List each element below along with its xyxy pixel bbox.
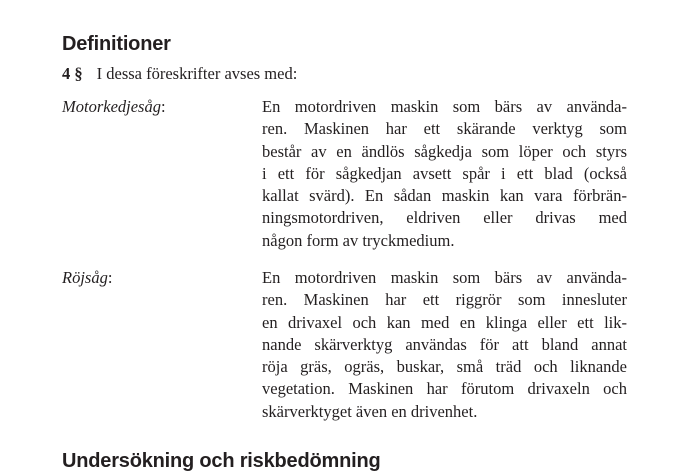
definition-line: ren. Maskinen har ett skärande verktyg som — [262, 119, 627, 139]
definition-line: skärverktyget även en drivenhet. — [262, 401, 478, 421]
section-heading-undersokning: Undersökning och riskbedömning — [62, 450, 381, 472]
definition-rojsag — [262, 267, 627, 423]
term-motorkedjesag — [62, 97, 166, 117]
definition-motorkedjesag — [262, 96, 627, 252]
definition-line: röja gräs, ogräs, buskar, små träd och liknande — [262, 357, 627, 377]
definition-line: en drivaxel och kan med en klinga eller ett lik- — [262, 312, 627, 332]
paragraph-text: I dessa föreskrifter avses med: — [96, 64, 298, 83]
definition-line: någon form av tryckmedium. — [262, 230, 455, 250]
definition-line: består av en ändlös sågkedja som löper och styrs — [262, 141, 627, 161]
definition-line: En motordriven maskin som bärs av användа- — [262, 97, 627, 116]
definition-line: kallat svärd). En sådan maskin kan vara förbrän- — [262, 186, 627, 206]
definition-line: ningsmotordriven, eldriven eller drivas med — [262, 208, 627, 228]
paragraph-number: 4 § — [62, 64, 83, 83]
term-colon: : — [160, 97, 166, 116]
section-heading-definitioner: Definitioner — [62, 33, 171, 55]
term-rojsag — [62, 268, 112, 288]
paragraph-4 — [62, 64, 297, 84]
term-colon: : — [107, 268, 113, 287]
definition-line: i ett för sågkedjan avsett spår i ett blad (också — [262, 163, 627, 183]
definition-line: ren. Maskinen har ett riggrör som innesluter — [262, 290, 627, 310]
definition-line: nande skärverktyg användas för att bland annat — [262, 334, 627, 354]
term-label: Röjsåg — [62, 268, 108, 287]
definition-line: vegetation. Maskinen har förutom drivaxeln och — [262, 379, 627, 399]
term-label: Motorkedjesåg — [62, 97, 161, 116]
definition-line: En motordriven maskin som bärs av användа- — [262, 268, 627, 287]
